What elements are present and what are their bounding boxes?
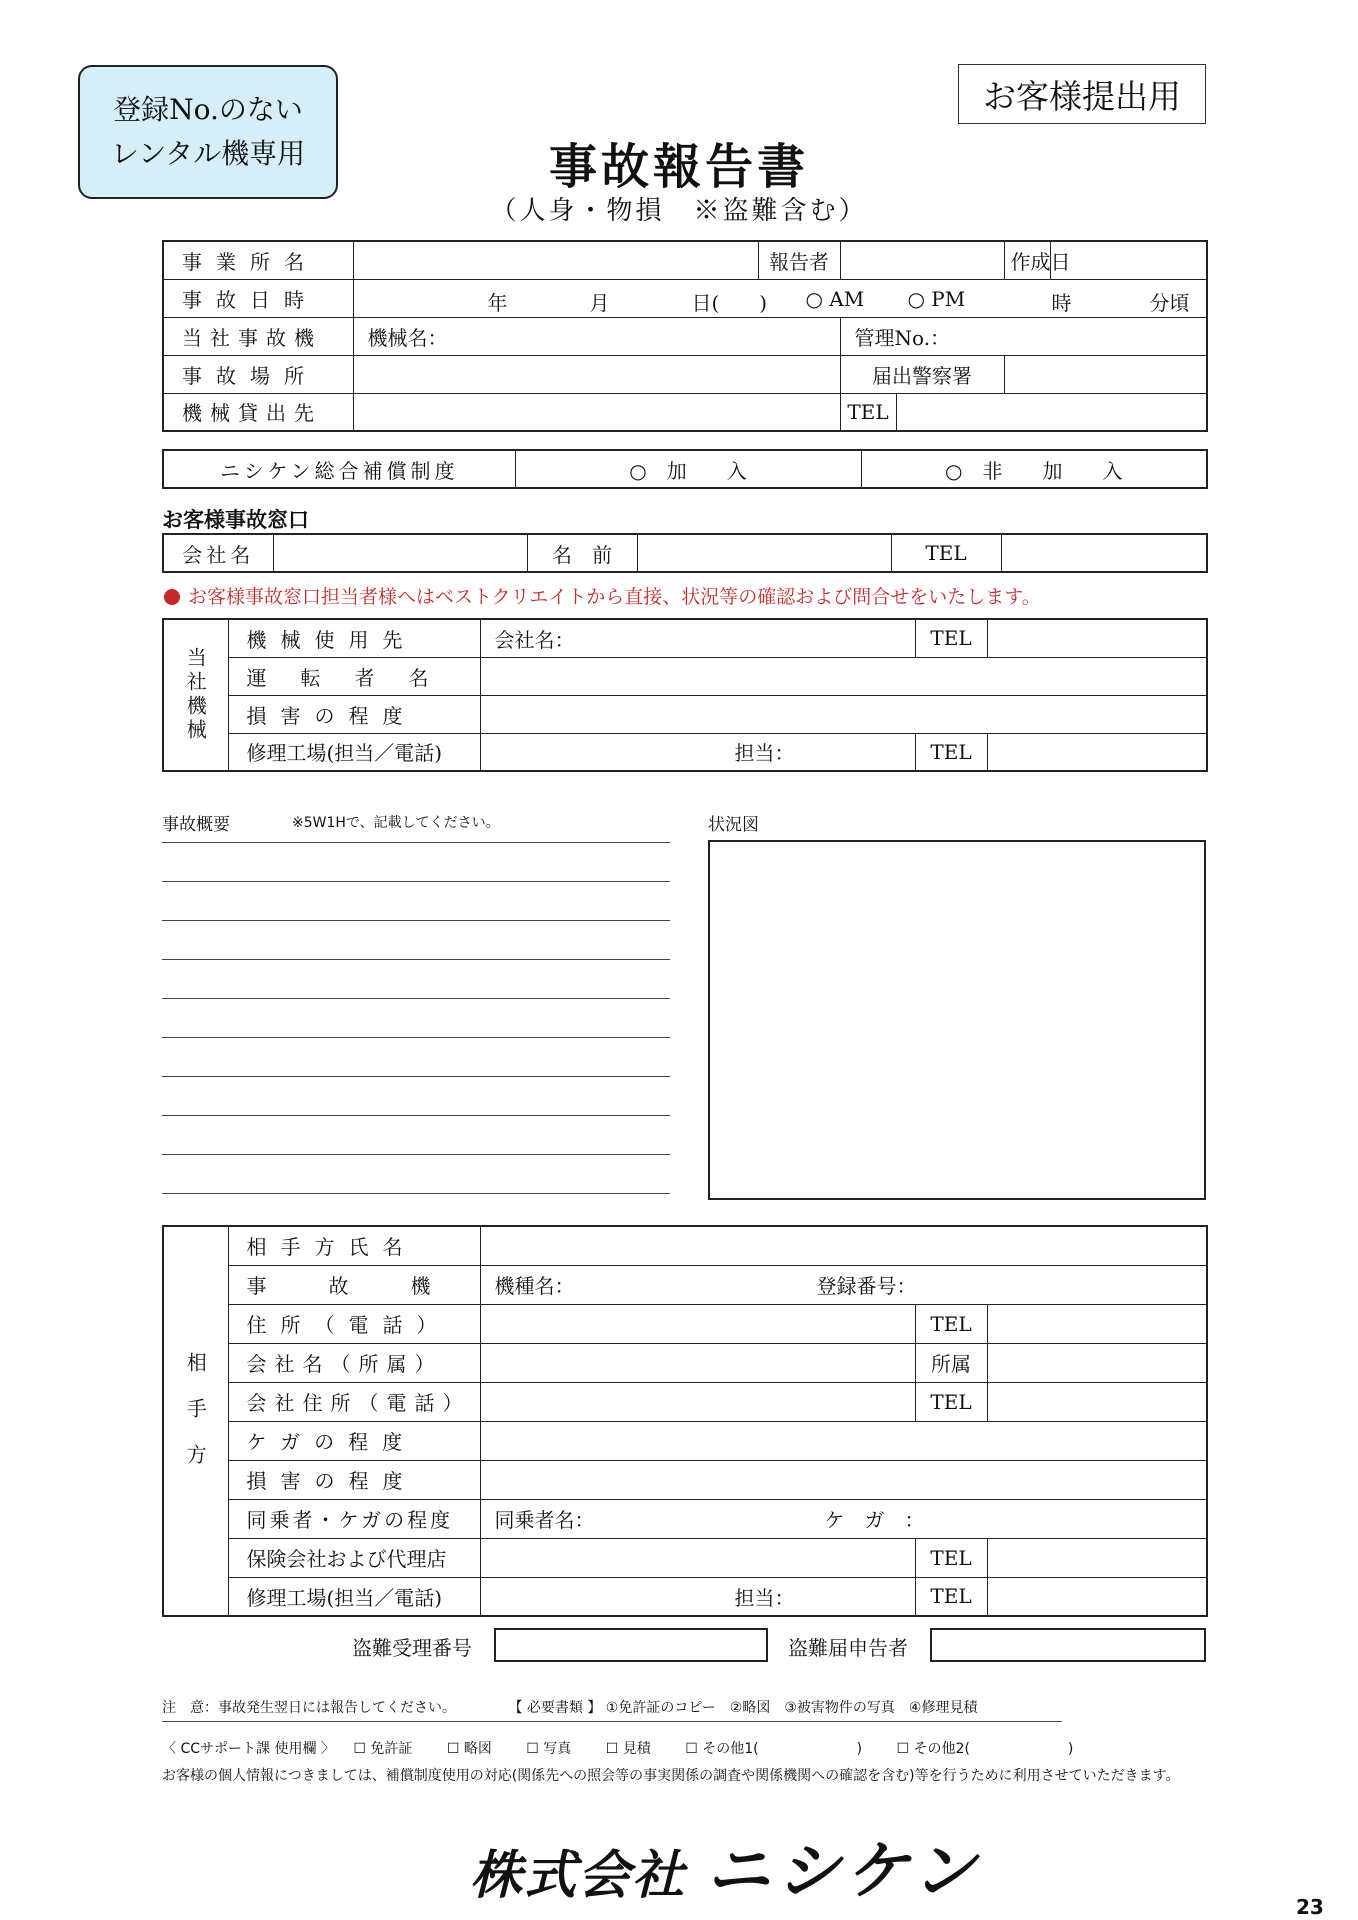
pm-option[interactable]: ○ PM: [907, 287, 966, 311]
summary-line[interactable]: [162, 920, 670, 921]
other-injury-field[interactable]: [480, 1421, 1207, 1460]
user-tel-label: TEL: [915, 619, 987, 657]
summary-label: 事故概要: [162, 815, 230, 835]
other-repair-person-field[interactable]: 担当：: [480, 1577, 915, 1616]
theft-report-field[interactable]: [930, 1628, 1206, 1662]
check-other1[interactable]: ☐ その他1( ): [685, 1741, 863, 1757]
other-company-tel-field[interactable]: [987, 1382, 1207, 1421]
other-repair-tel-label: TEL: [915, 1577, 987, 1616]
join-option[interactable]: ○ 加 入: [515, 450, 861, 488]
our-repair-tel-field[interactable]: [987, 733, 1207, 771]
am-option[interactable]: ○ AM: [805, 287, 865, 311]
check-estimate[interactable]: ☐ 見積: [605, 1741, 651, 1757]
other-address-label: 住所（電話）: [228, 1304, 480, 1343]
our-machine-side-label: 当社機械: [163, 619, 228, 771]
day-label: 日( ): [691, 291, 768, 315]
driver-label: 運転者名: [228, 657, 480, 695]
office-field[interactable]: [353, 241, 758, 279]
theft-report-label: 盗難届申告者: [788, 1636, 908, 1660]
footer-note: 注 意：事故発生翌日には報告してください。: [162, 1700, 456, 1716]
passenger-injury-field[interactable]: ケ ガ ：: [824, 1508, 925, 1532]
our-repair-tel-label: TEL: [915, 733, 987, 771]
customer-window-table: [162, 533, 1208, 573]
summary-note: ※5W1Hで、記載してください。: [292, 815, 500, 831]
cw-name-label: 名 前: [527, 534, 637, 572]
contact-notice: [164, 582, 1041, 609]
summary-line[interactable]: [162, 842, 670, 843]
theft-accept-label: 盗難受理番号: [352, 1636, 472, 1660]
other-party-side-label: 相手方: [163, 1226, 228, 1616]
place-label: 事故場所: [163, 355, 353, 393]
other-name-field[interactable]: [480, 1226, 1207, 1265]
lend-field[interactable]: [353, 393, 840, 431]
passenger-label: 同乗者・ケガの程度: [228, 1499, 480, 1538]
summary-line[interactable]: [162, 998, 670, 999]
mgmt-no-field[interactable]: 管理No.：: [840, 317, 1207, 355]
compensation-table: [162, 449, 1208, 489]
footer-note-line: [162, 1697, 1062, 1722]
summary-line[interactable]: [162, 1076, 670, 1077]
check-other2[interactable]: ☐ その他2( ): [896, 1741, 1074, 1757]
badge-line1: 登録No.のない: [113, 93, 303, 126]
customer-submission-label: お客様提出用: [958, 64, 1206, 124]
basic-info-table: [162, 240, 1208, 432]
logo-name: ニシケン: [706, 1835, 982, 1909]
other-address-tel-label: TEL: [915, 1304, 987, 1343]
insurance-field[interactable]: [480, 1538, 915, 1577]
customer-window-caption: お客様事故窓口: [162, 507, 309, 532]
other-reg-field[interactable]: 登録番号：: [816, 1274, 917, 1298]
our-damage-label: 損害の程度: [228, 695, 480, 733]
document-title: 事故報告書: [548, 139, 809, 195]
privacy-notice: お客様の個人情報につきましては、補償制度使用の対応(関係先への照会等の事実関係の調査や関係機関への確認を含む)等を行うために利用させていただきます。: [162, 1768, 1180, 1784]
check-license[interactable]: ☐ 免許証: [353, 1741, 413, 1757]
other-damage-label: 損害の程度: [228, 1460, 480, 1499]
minute-label: 分頃: [1149, 291, 1190, 315]
other-machine-label: 事故機: [228, 1265, 480, 1304]
month-label: 月: [589, 291, 610, 315]
summary-line[interactable]: [162, 881, 670, 882]
hour-label: 時: [1051, 291, 1072, 315]
other-affil-field[interactable]: [987, 1343, 1207, 1382]
check-photo[interactable]: ☐ 写真: [526, 1741, 572, 1757]
other-address-tel-field[interactable]: [987, 1304, 1207, 1343]
other-company-addr-label: 会社住所（電話）: [228, 1382, 480, 1421]
other-injury-label: ケガの程度: [228, 1421, 480, 1460]
diagram-label: 状況図: [708, 815, 759, 835]
other-company-field[interactable]: [480, 1343, 915, 1382]
cw-company-field[interactable]: [273, 534, 527, 572]
contact-notice-text: お客様事故窓口担当者様へはベストクリエイトから直接、状況等の確認および問合せをいたします。: [188, 586, 1041, 608]
summary-line[interactable]: [162, 1154, 670, 1155]
summary-line[interactable]: [162, 959, 670, 960]
office-label: 事業所名: [163, 241, 353, 279]
badge-line2: レンタル機専用: [110, 137, 306, 170]
created-field[interactable]: [1050, 241, 1207, 279]
passenger-name-field[interactable]: 同乗者名：: [494, 1508, 595, 1532]
police-label: 届出警察署: [840, 355, 1004, 393]
insurance-label: 保険会社および代理店: [228, 1538, 480, 1577]
cw-tel-label: TEL: [891, 534, 1001, 572]
nonjoin-option[interactable]: ○ 非 加 入: [861, 450, 1207, 488]
insurance-tel-field[interactable]: [987, 1538, 1207, 1577]
bullet-icon: [164, 589, 180, 605]
user-company-field[interactable]: 会社名：: [480, 619, 915, 657]
reporter-label: 報告者: [758, 241, 840, 279]
created-label: 作成日: [1004, 241, 1050, 279]
document-subtitle: （人身・物損 ※盗難含む）: [490, 196, 868, 226]
summary-line[interactable]: [162, 1115, 670, 1116]
logo-prefix: 株式会社: [470, 1846, 687, 1906]
other-address-field[interactable]: [480, 1304, 915, 1343]
other-damage-field[interactable]: [480, 1460, 1207, 1499]
other-company-tel-label: TEL: [915, 1382, 987, 1421]
year-label: 年: [487, 291, 508, 315]
other-party-table: [162, 1225, 1208, 1617]
other-affil-label: 所属: [915, 1343, 987, 1382]
page-number: 23: [1296, 1895, 1324, 1919]
check-sketch[interactable]: ☐ 略図: [446, 1741, 492, 1757]
police-field[interactable]: [1004, 355, 1207, 393]
machine-label: 当社事故機: [163, 317, 353, 355]
company-logo: [470, 1820, 982, 1912]
other-repair-tel-field[interactable]: [987, 1577, 1207, 1616]
user-tel-field[interactable]: [987, 619, 1207, 657]
cw-tel-field[interactable]: [1001, 534, 1207, 572]
our-machine-table: [162, 618, 1208, 772]
datetime-label: 事故日時: [163, 279, 353, 317]
required-docs: 【 必要書類 】 ①免許証のコピー ②略図 ③被害物件の写真 ④修理見積: [508, 1700, 978, 1716]
driver-field[interactable]: [480, 657, 1207, 695]
lend-tel-label: TEL: [840, 393, 896, 431]
other-company-label: 会社名（所属）: [228, 1343, 480, 1382]
passenger-field[interactable]: [480, 1499, 1207, 1538]
reporter-field[interactable]: [840, 241, 1004, 279]
other-repair-label: 修理工場(担当／電話): [228, 1577, 480, 1616]
other-company-addr-field[interactable]: [480, 1382, 915, 1421]
summary-line[interactable]: [162, 1037, 670, 1038]
datetime-field[interactable]: [353, 279, 1207, 317]
theft-accept-field[interactable]: [494, 1628, 768, 1662]
place-field[interactable]: [353, 355, 840, 393]
lend-tel-field[interactable]: [896, 393, 1207, 431]
our-repair-person-field[interactable]: 担当：: [480, 733, 915, 771]
cw-name-field[interactable]: [637, 534, 891, 572]
cw-company-label: 会社名: [163, 534, 273, 572]
summary-line[interactable]: [162, 1193, 670, 1194]
cc-label: 〈 CCサポート課 使用欄 〉: [162, 1741, 335, 1757]
compensation-label: ニシケン総合補償制度: [163, 450, 515, 488]
lend-label: 機械貸出先: [163, 393, 353, 431]
other-machine-field[interactable]: [480, 1265, 1207, 1304]
machine-name-field[interactable]: 機械名：: [353, 317, 840, 355]
user-label: 機械使用先: [228, 619, 480, 657]
our-repair-label: 修理工場(担当／電話): [228, 733, 480, 771]
other-model-field[interactable]: 機種名：: [494, 1274, 575, 1298]
our-damage-field[interactable]: [480, 695, 1207, 733]
diagram-box[interactable]: [708, 840, 1206, 1200]
insurance-tel-label: TEL: [915, 1538, 987, 1577]
other-name-label: 相手方氏名: [228, 1226, 480, 1265]
cc-usage-row: [162, 1738, 1073, 1758]
